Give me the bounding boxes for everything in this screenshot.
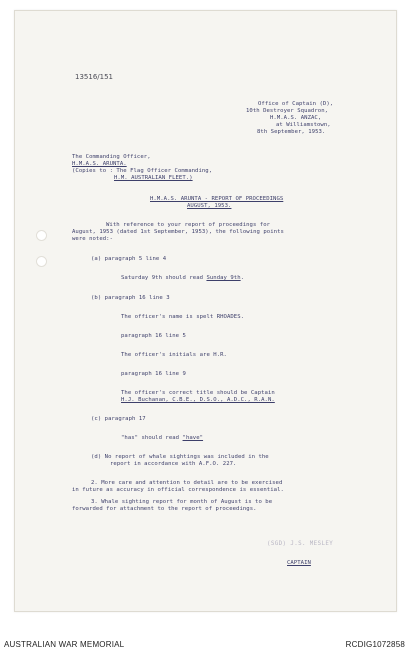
item-text: The officer's correct title should be Captain: [121, 390, 275, 396]
addressee-ship: H.M.A.S. ARUNTA.: [72, 161, 127, 167]
paragraph-line: 3. Whale sighting report for month of August is to be: [91, 499, 273, 505]
item-text: The officer's initials are H.R.: [121, 352, 227, 358]
intro-line: August, 1953 (dated 1st September, 1953), the following points: [72, 229, 284, 235]
item-text: report in accordance with A.F.O. 227.: [110, 461, 237, 467]
address-line: 8th September, 1953.: [257, 129, 326, 135]
paragraph-line: forwarded for attachment to the report of proceedings.: [72, 506, 257, 512]
item-reference: (a) paragraph 5 line 4: [91, 256, 167, 262]
item-text: Saturday 9th should read Sunday 9th.: [121, 275, 245, 281]
item-text: (d) No report of whale sightings was included in the: [91, 454, 269, 460]
address-line: at Williamstown,: [276, 122, 331, 128]
subject-line: H.M.A.S. ARUNTA - REPORT OF PROCEEDINGS: [150, 196, 284, 202]
item-text: The officer's name is spelt RHOADES.: [121, 314, 245, 320]
addressee-line: The Commanding Officer,: [72, 154, 151, 160]
intro-line: With reference to your report of proceedings for: [106, 222, 271, 228]
address-line: H.M.A.S. ANZAC,: [270, 115, 322, 121]
item-reference: paragraph 16 line 5: [121, 333, 186, 339]
item-reference: (c) paragraph 17: [91, 416, 146, 422]
address-line: Office of Captain (D),: [258, 101, 334, 107]
copies-line: H.M. AUSTRALIAN FLEET.): [114, 175, 193, 181]
intro-line: were noted:-: [72, 236, 114, 242]
item-reference: (b) paragraph 16 line 3: [91, 295, 170, 301]
item-text: H.J. Buchanan, C.B.E., D.S.O., A.D.C., R.A.N.: [121, 397, 275, 403]
footer-source: AUSTRALIAN WAR MEMORIAL: [4, 640, 125, 649]
paragraph-line: 2. More care and attention to detail are to be exercised: [91, 480, 283, 486]
address-line: 10th Destroyer Squadron,: [246, 108, 329, 114]
signature-title: CAPTAIN: [287, 560, 311, 566]
punch-hole: [36, 256, 47, 267]
punch-hole: [36, 230, 47, 241]
paragraph-line: in future as accuracy in official correspondence is essential.: [72, 487, 284, 493]
footer-id: RCDIG1072858: [345, 640, 405, 649]
file-number: 13516/151: [75, 73, 113, 81]
item-reference: paragraph 16 line 9: [121, 371, 186, 377]
signature-stamp: (SGD) J.S. MESLEY: [267, 541, 334, 547]
item-text: "has" should read "have": [121, 435, 204, 441]
document-page: [14, 10, 397, 612]
subject-line: AUGUST, 1953.: [187, 203, 232, 209]
copies-line: (Copies to : The Flag Officer Commanding,: [72, 168, 213, 174]
